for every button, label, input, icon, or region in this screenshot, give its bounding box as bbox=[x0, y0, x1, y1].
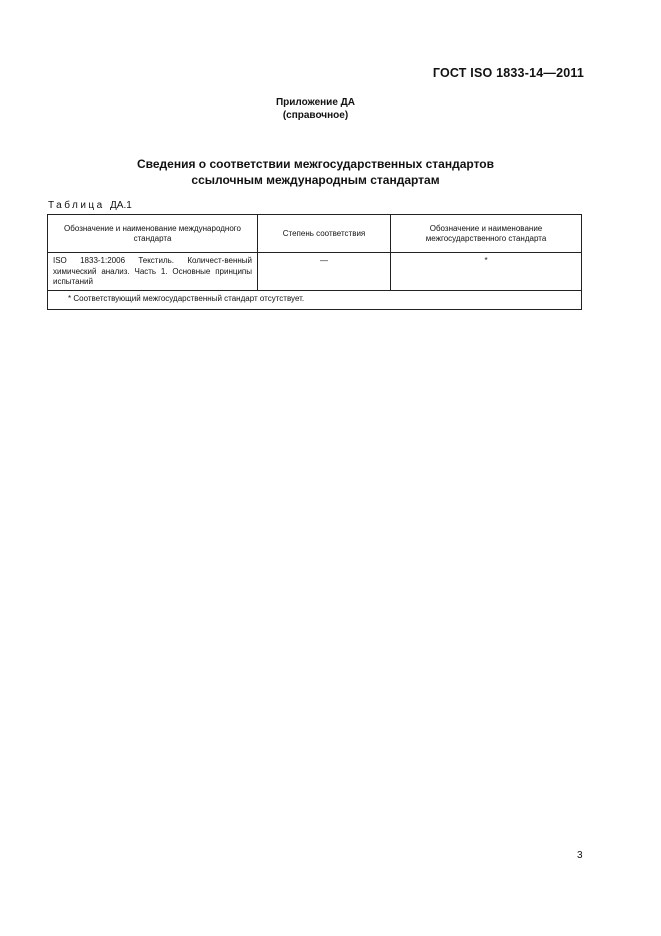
table-caption-number: ДА.1 bbox=[110, 200, 132, 211]
document-code: ГОСТ ISO 1833-14—2011 bbox=[432, 66, 584, 80]
page-number: 3 bbox=[577, 850, 583, 861]
section-title bbox=[0, 156, 631, 188]
section-title-line-1: Сведения о соответствии межгосударственных стандартов bbox=[137, 157, 494, 171]
table-caption bbox=[48, 200, 132, 211]
table-caption-label: Таблица bbox=[48, 200, 105, 211]
cell-degree: — bbox=[258, 253, 391, 291]
table-footnote-row bbox=[48, 291, 582, 310]
appendix-title: Приложение ДА bbox=[275, 97, 356, 108]
appendix-heading bbox=[0, 96, 631, 122]
cell-intl-standard: ISO 1833-1:2006 Текстиль. Количест-венный химический анализ. Часть 1. Основные принципы испытаний bbox=[48, 253, 258, 291]
table-row bbox=[48, 253, 582, 291]
column-header-degree: Степень соответствия bbox=[258, 215, 391, 253]
table-footnote: * Соответствующий межгосударственный стандарт отсутствует. bbox=[48, 291, 582, 310]
column-header-interstate-standard: Обозначение и наименование межгосударственного стандарта bbox=[391, 215, 582, 253]
cell-interstate-standard: * bbox=[391, 253, 582, 291]
table-header-row bbox=[48, 215, 582, 253]
column-header-intl-standard: Обозначение и наименование международного стандарта bbox=[48, 215, 258, 253]
section-title-line-2: ссылочным международным стандартам bbox=[191, 173, 440, 187]
correspondence-table bbox=[47, 214, 582, 310]
appendix-subtitle: (справочное) bbox=[282, 110, 349, 121]
